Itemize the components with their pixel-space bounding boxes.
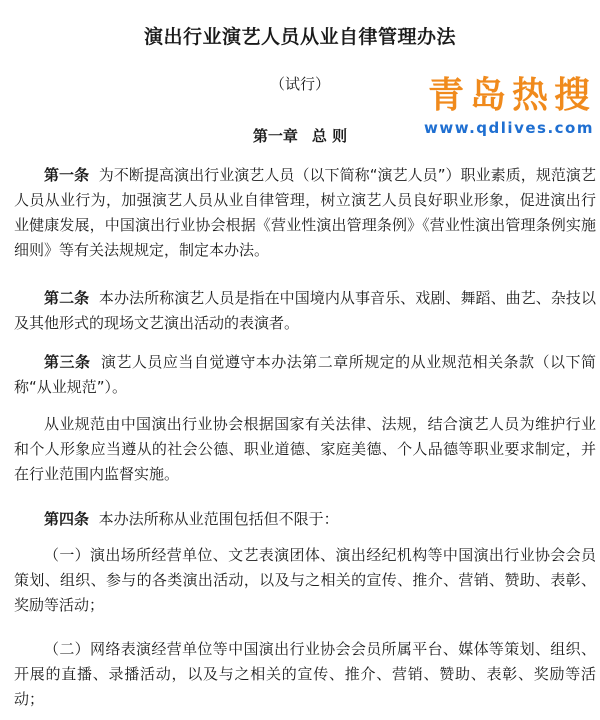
article-4 bbox=[14, 507, 596, 532]
article-4-item-1 bbox=[14, 543, 596, 618]
article-label: 第二条 bbox=[44, 289, 90, 307]
watermark-name: 青岛热搜 bbox=[428, 75, 597, 116]
article-label: 第四条 bbox=[44, 510, 90, 528]
article-text: 本办法所称从业范围包括但不限于： bbox=[98, 510, 339, 528]
document-title: 演出行业演艺人员从业自律管理办法 bbox=[143, 26, 456, 48]
chapter-heading bbox=[0, 125, 600, 146]
watermark-url: www.qdlives.com bbox=[424, 119, 594, 137]
article-4-item-2 bbox=[14, 637, 596, 712]
article-1 bbox=[14, 163, 596, 263]
chapter-number: 第一章 bbox=[252, 127, 298, 145]
article-text: 为不断提高演出行业演艺人员（以下简称“演艺人员”）职业素质，规范演艺人员从业行为，加强演艺人员从业自律管理，树立演艺人员良好职业形象，促进演出行业健康发展，中国演出行业协会根据《营业性演出管理条例》《营业性演出管理条例实施细则》等有关法规规定，制定本办法。 bbox=[14, 166, 596, 259]
article-3 bbox=[14, 350, 596, 400]
article-3-continued bbox=[14, 412, 596, 487]
document-subtitle: （试行） bbox=[269, 75, 330, 93]
article-label: 第三条 bbox=[44, 353, 91, 371]
article-text: （二）网络表演经营单位等中国演出行业协会会员所属平台、媒体等策划、组织、开展的直播、录播活动，以及与之相关的宣传、推介、营销、赞助、表彰、奖励等活动； bbox=[14, 640, 596, 708]
article-label: 第一条 bbox=[44, 166, 90, 184]
chapter-title: 总 则 bbox=[311, 127, 348, 145]
article-text: 演艺人员应当自觉遵守本办法第二章所规定的从业规范相关条款（以下简称“从业规范”）。 bbox=[14, 353, 596, 396]
article-2 bbox=[14, 286, 596, 336]
article-text: （一）演出场所经营单位、文艺表演团体、演出经纪机构等中国演出行业协会会员策划、组织、参与的各类演出活动，以及与之相关的宣传、推介、营销、赞助、表彰、奖励等活动； bbox=[14, 546, 596, 614]
article-text: 从业规范由中国演出行业协会根据国家有关法律、法规，结合演艺人员为维护行业和个人形象应当遵从的社会公德、职业道德、家庭美德、个人品德等职业要求制定，并在行业范围内监督实施。 bbox=[14, 415, 596, 483]
article-text: 本办法所称演艺人员是指在中国境内从事音乐、戏剧、舞蹈、曲艺、杂技以及其他形式的现场文艺演出活动的表演者。 bbox=[14, 289, 596, 332]
